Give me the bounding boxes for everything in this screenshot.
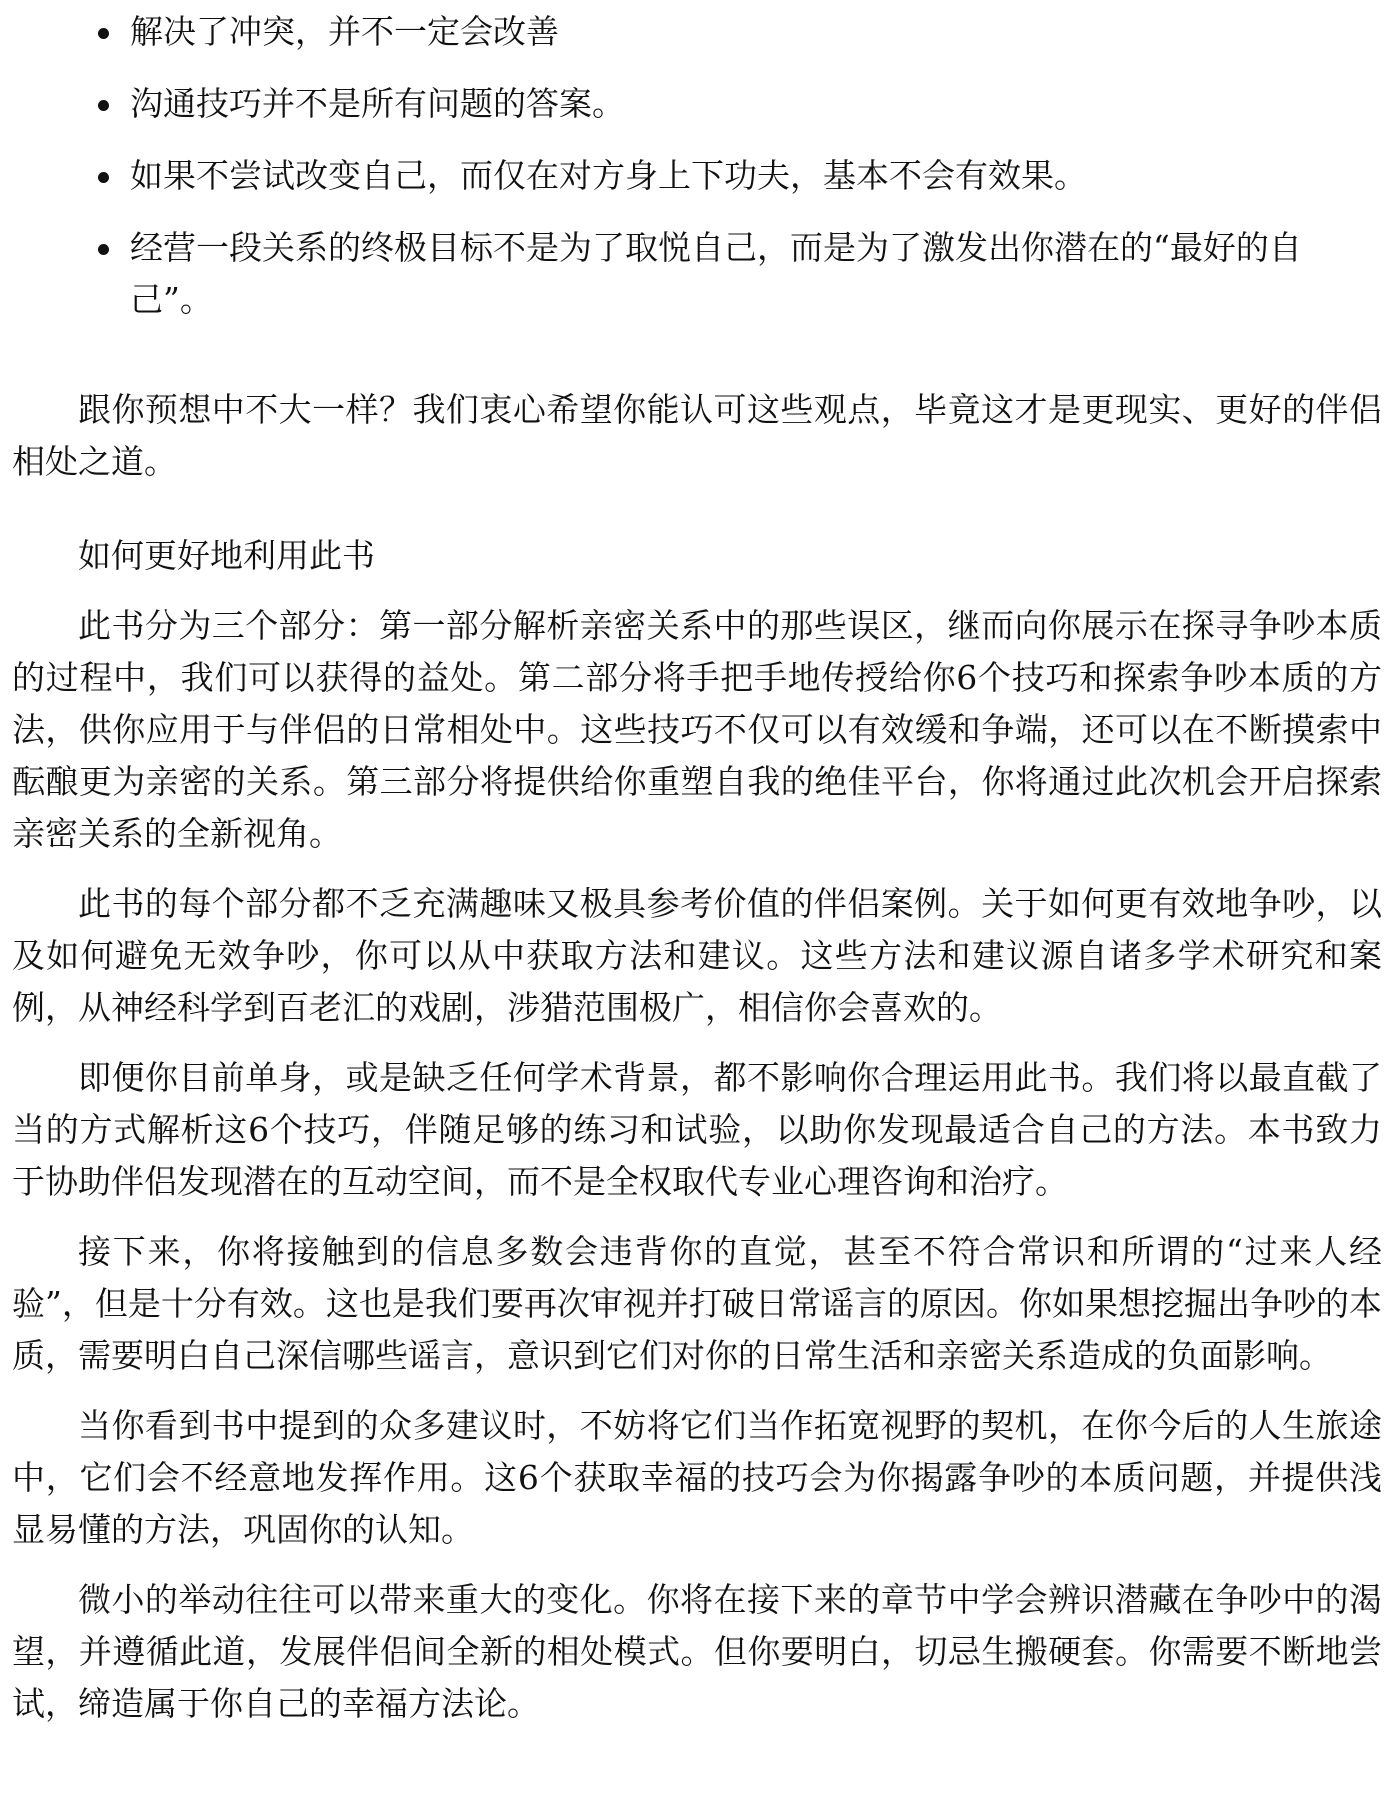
section-heading: 如何更好地利用此书 [78, 536, 375, 575]
bullet-list [12, 6, 1382, 326]
bullet-dot-icon [98, 172, 109, 183]
body-paragraph-6: 微小的举动往往可以带来重大的变化。你将在接下来的章节中学会辨识潜藏在争吵中的渴望，并遵循此道，发展伴侣间全新的相处模式。但你要明白，切忌生搬硬套。你需要不断地尝试，缔造属于你自己的幸福方法论。 [12, 1580, 1382, 1723]
intro-paragraph: 跟你预想中不大一样？我们衷心希望你能认可这些观点，毕竟这才是更现实、更好的伴侣相处之道。 [12, 390, 1382, 481]
bullet-text: 如果不尝试改变自己，而仅在对方身上下功夫，基本不会有效果。 [130, 156, 1087, 195]
body-paragraph-1: 此书分为三个部分：第一部分解析亲密关系中的那些误区，继而向你展示在探寻争吵本质的过程中，我们可以获得的益处。第二部分将手把手地传授给你6个技巧和探索争吵本质的方法，供你应用于与伴侣的日常相处中。这些技巧不仅可以有效缓和争端，还可以在不断摸索中酝酿更为亲密的关系。第三部分将提供给你重塑自我的绝佳平台，你将通过此次机会开启探索亲密关系的全新视角。 [12, 606, 1382, 853]
list-item [12, 78, 1382, 130]
bullet-text: 经营一段关系的终极目标不是为了取悦自己，而是为了激发出你潜在的“最好的自己”。 [130, 228, 1302, 319]
list-item [12, 222, 1382, 326]
body-paragraph-2: 此书的每个部分都不乏充满趣味又极具参考价值的伴侣案例。关于如何更有效地争吵，以及如何避免无效争吵，你可以从中获取方法和建议。这些方法和建议源自诸多学术研究和案例，从神经科学到百老汇的戏剧，涉猎范围极广，相信你会喜欢的。 [12, 884, 1382, 1027]
bullet-dot-icon [98, 100, 109, 111]
list-item [12, 150, 1382, 202]
list-item [12, 6, 1382, 58]
bullet-dot-icon [98, 28, 109, 39]
body-paragraph-5: 当你看到书中提到的众多建议时，不妨将它们当作拓宽视野的契机，在你今后的人生旅途中，它们会不经意地发挥作用。这6个获取幸福的技巧会为你揭露争吵的本质问题，并提供浅显易懂的方法，巩固你的认知。 [12, 1406, 1382, 1549]
bullet-text: 沟通技巧并不是所有问题的答案。 [130, 84, 625, 123]
document-page [12, 6, 1382, 1730]
bullet-dot-icon [98, 244, 109, 255]
bullet-text: 解决了冲突，并不一定会改善 [130, 12, 559, 51]
body-paragraph-4: 接下来，你将接触到的信息多数会违背你的直觉，甚至不符合常识和所谓的“过来人经验”，但是十分有效。这也是我们要再次审视并打破日常谣言的原因。你如果想挖掘出争吵的本质，需要明白自己深信哪些谣言，意识到它们对你的日常生活和亲密关系造成的负面影响。 [12, 1232, 1382, 1375]
body-paragraph-3: 即便你目前单身，或是缺乏任何学术背景，都不影响你合理运用此书。我们将以最直截了当的方式解析这6个技巧，伴随足够的练习和试验，以助你发现最适合自己的方法。本书致力于协助伴侣发现潜在的互动空间，而不是全权取代专业心理咨询和治疗。 [12, 1058, 1382, 1201]
